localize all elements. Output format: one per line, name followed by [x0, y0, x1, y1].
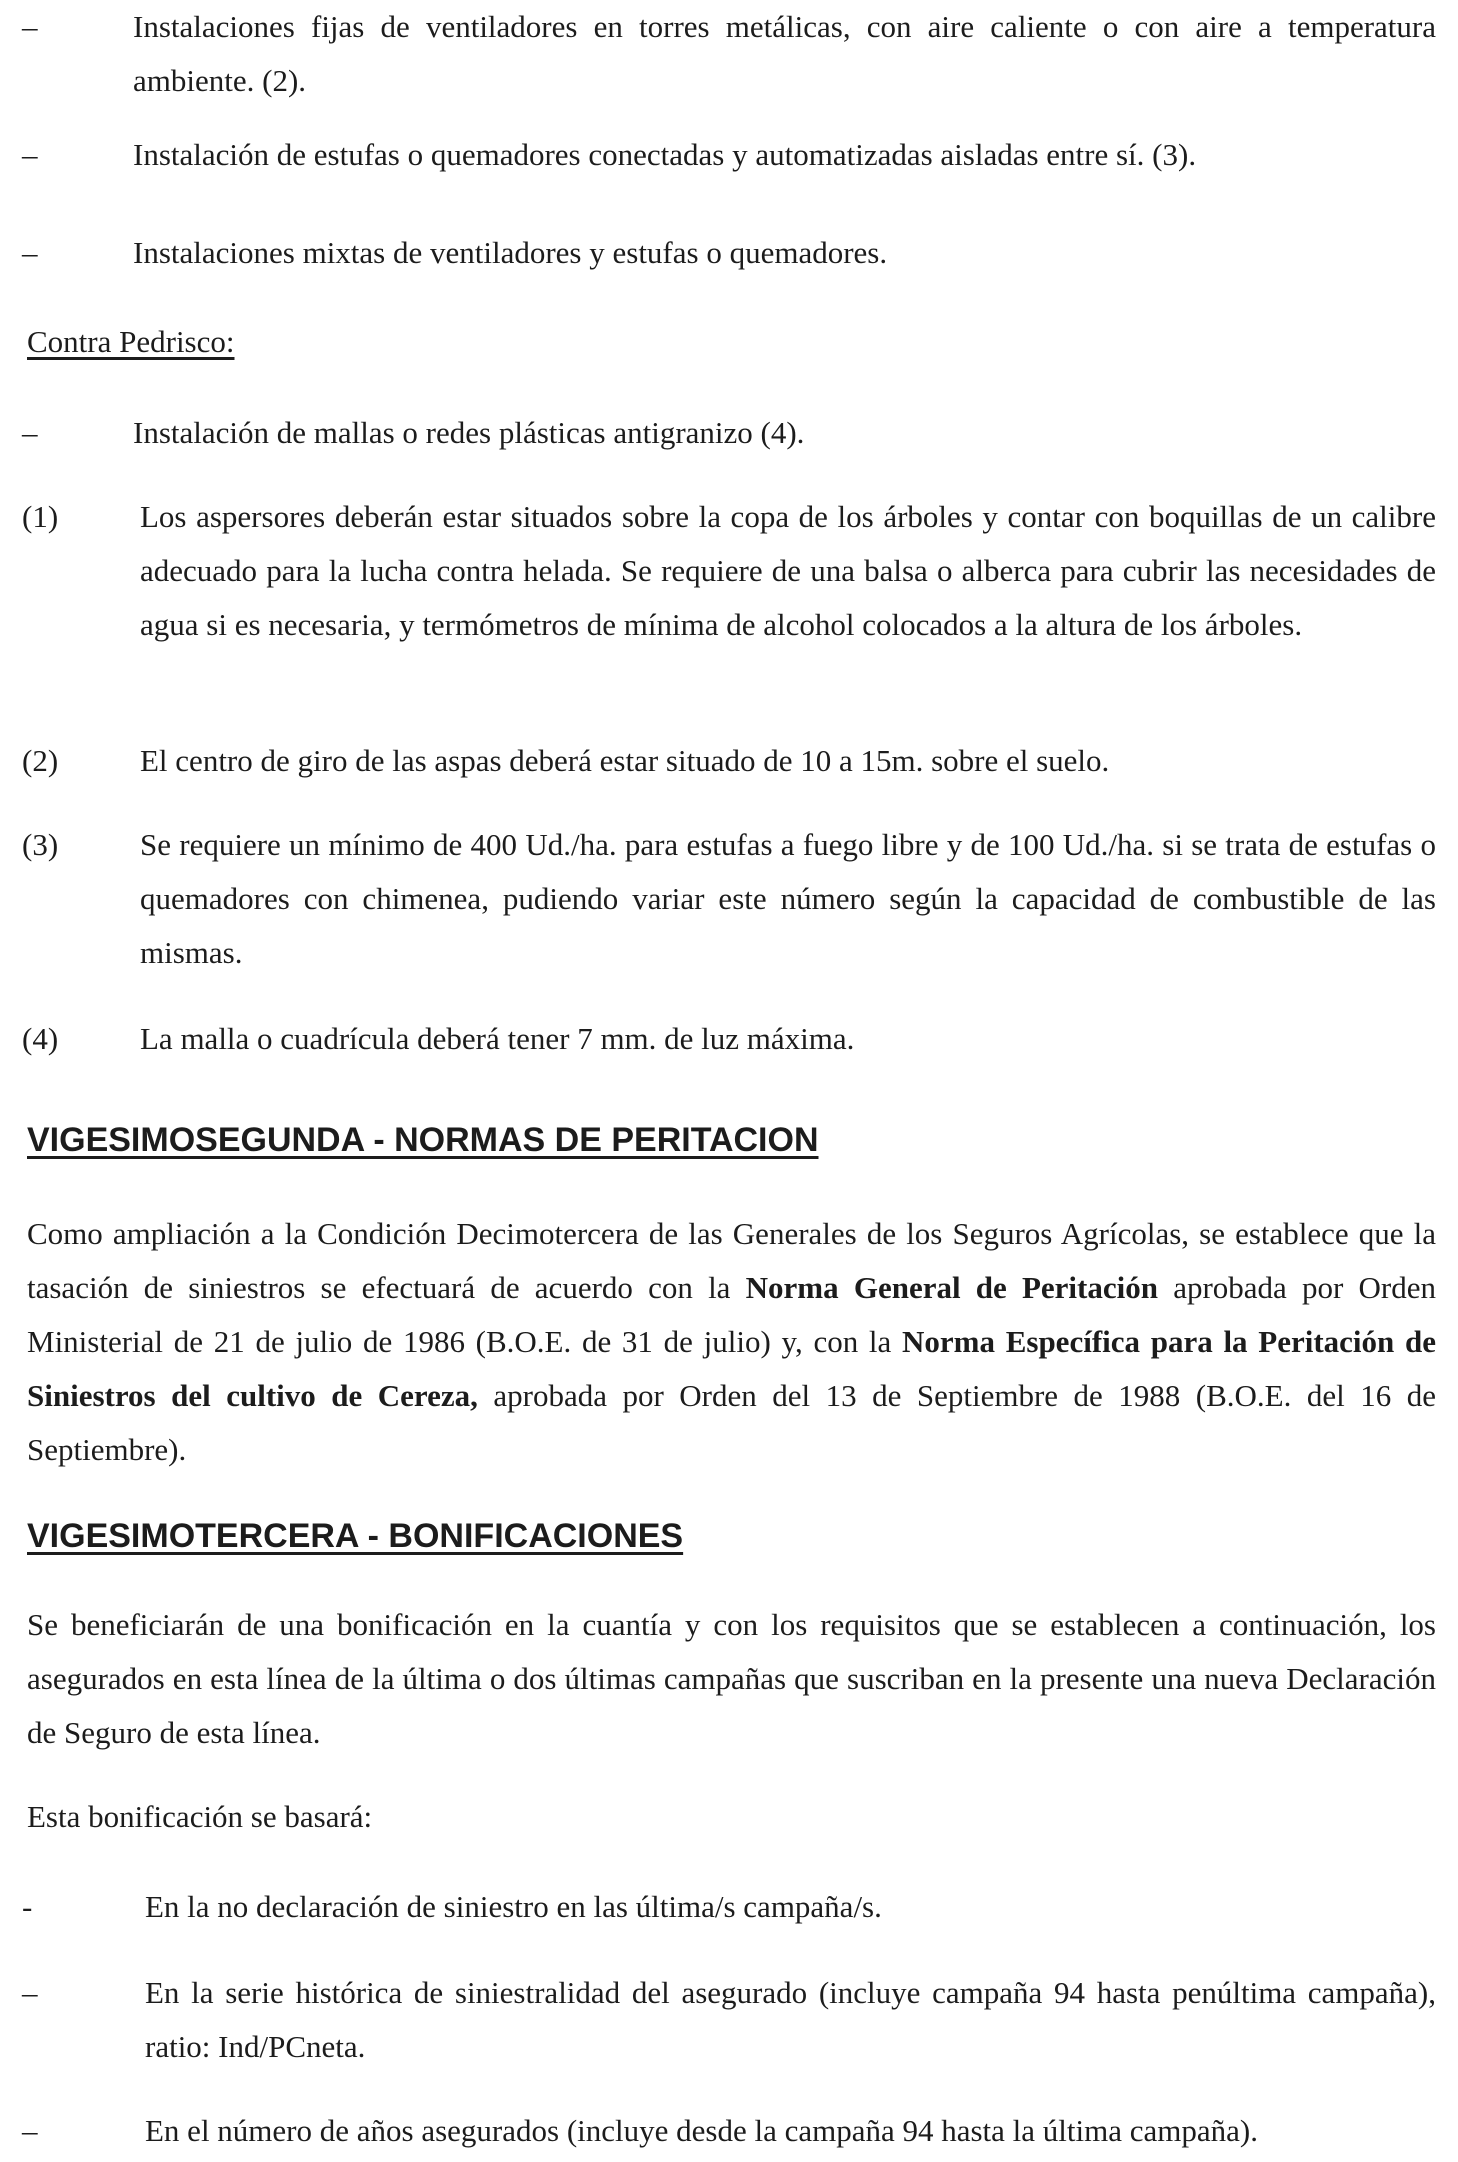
bold-term: Norma Específica para la Peritación de Siniestros del cultivo de Cereza, [27, 1324, 1436, 1413]
lead-text: Esta bonificación se basará: [27, 1799, 373, 1834]
bold-term: Norma General de Peritación [745, 1270, 1158, 1305]
footnote-text: La malla o cuadrícula deberá tener 7 mm. de luz máxima. [140, 1021, 855, 1056]
bullet-marker: - [22, 1889, 33, 1924]
bullet-marker: – [22, 9, 38, 44]
list-item-text: En la no declaración de siniestro en las última/s campaña/s. [145, 1889, 882, 1924]
paragraph-text: aprobada por Orden del 13 de Septiembre de 1988 (B.O.E. del 16 de Septiembre). [27, 1378, 1436, 1467]
bullet-marker: – [22, 137, 38, 172]
footnote-marker: (3) [22, 827, 59, 862]
section-paragraph [27, 1207, 1436, 1477]
footnote-marker: (2) [22, 743, 59, 778]
list-item-text: Instalación de estufas o quemadores conectadas y automatizadas aisladas entre sí. (3). [133, 137, 1197, 172]
footnote-text: Se requiere un mínimo de 400 Ud./ha. para estufas a fuego libre y de 100 Ud./ha. si se trata de estufas o quemadores con chimenea, pudiendo variar este número según la capacidad de combustible de las mismas. [140, 827, 1436, 970]
bullet-marker: – [22, 235, 38, 270]
subheading-contra-pedrisco: Contra Pedrisco: [27, 324, 235, 359]
section-paragraph: Se beneficiarán de una bonificación en la cuantía y con los requisitos que se establecen a continuación, los asegurados en esta línea de la última o dos últimas campañas que suscriban en la presente una nueva Declaración de Seguro de esta línea. [27, 1607, 1436, 1750]
bullet-marker: – [22, 415, 38, 450]
footnote-marker: (1) [22, 499, 59, 534]
section-heading-bonificaciones: VIGESIMOTERCERA - BONIFICACIONES [27, 1517, 684, 1555]
list-item-text: Instalaciones mixtas de ventiladores y estufas o quemadores. [133, 235, 888, 270]
footnote-marker: (4) [22, 1021, 59, 1056]
footnote-text: El centro de giro de las aspas deberá estar situado de 10 a 15m. sobre el suelo. [140, 743, 1110, 778]
list-item-text: En la serie histórica de siniestralidad del asegurado (incluye campaña 94 hasta penúltima campaña), ratio: Ind/PCneta. [145, 1975, 1436, 2064]
list-item-text: Instalación de mallas o redes plásticas antigranizo (4). [133, 415, 805, 450]
paragraph-text: Como ampliación a la Condición Decimotercera de las Generales de los Seguros Agrícolas, se establece que la tasación de siniestros se efectuará de acuerdo con la [27, 1216, 1436, 1305]
list-item-text: En el número de años asegurados (incluye desde la campaña 94 hasta la última campaña). [145, 2113, 1258, 2148]
section-heading-peritacion: VIGESIMOSEGUNDA - NORMAS DE PERITACION [27, 1121, 819, 1159]
footnote-text: Los aspersores deberán estar situados sobre la copa de los árboles y contar con boquillas de un calibre adecuado para la lucha contra helada. Se requiere de una balsa o alberca para cubrir las necesidades de agua si es necesaria, y termómetros de mínima de alcohol colocados a la altura de los árboles. [140, 499, 1436, 642]
paragraph-text: aprobada por Orden Ministerial de 21 de julio de 1986 (B.O.E. de 31 de julio) y, con la [27, 1270, 1437, 1359]
bullet-marker: – [22, 2113, 38, 2148]
list-item-text: Instalaciones fijas de ventiladores en torres metálicas, con aire caliente o con aire a temperatura ambiente. (2). [133, 9, 1436, 98]
bullet-marker: – [22, 1975, 38, 2010]
